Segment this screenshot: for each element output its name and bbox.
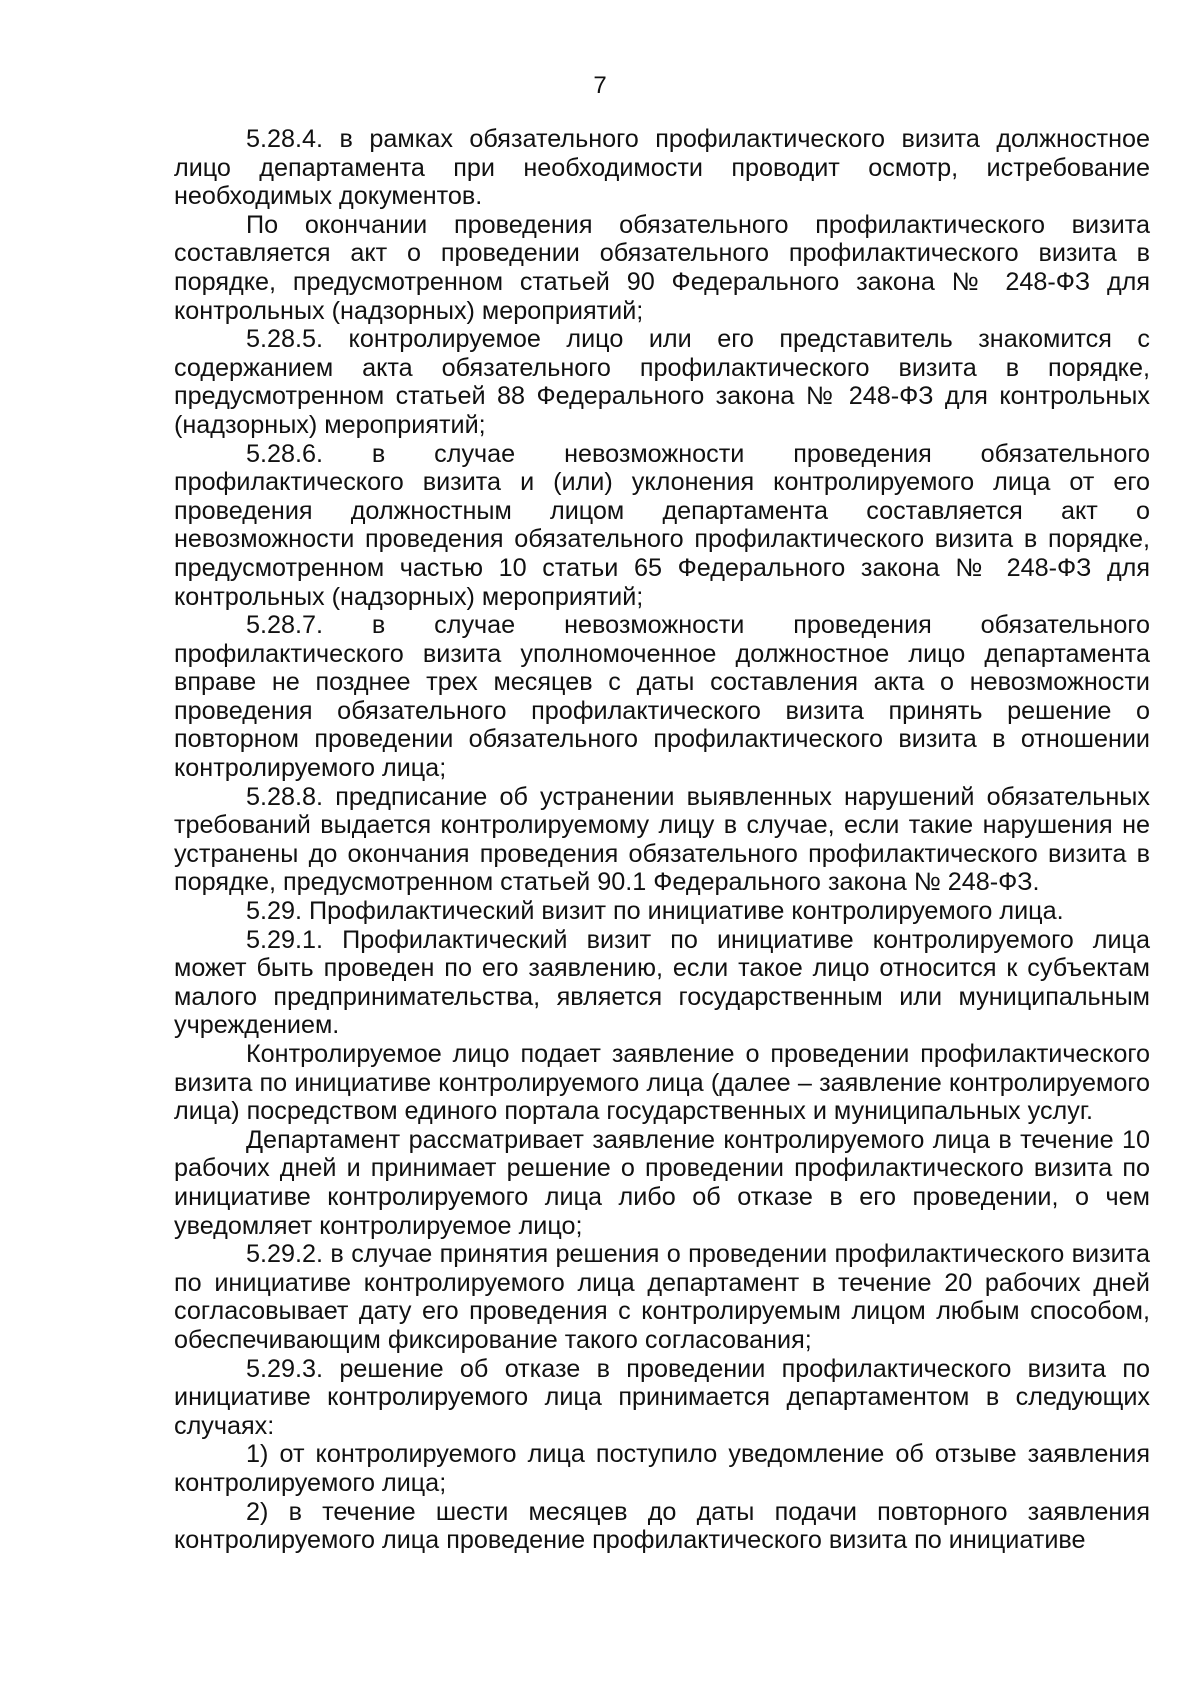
paragraph-5-28-6: 5.28.6. в случае невозможности проведения обязательного профилактического визита и (или) уклонения контролируемого лица от его проведения должностным лицом департамента составляется акт о невозможности проведения обязательного профилактического визита в порядке, предусмотренном частью 10 статьи 65 Федерального закона № 248-ФЗ для контрольных (надзорных) мероприятий; <box>174 439 1150 611</box>
paragraph-5-29-3: 5.29.3. решение об отказе в проведении профилактического визита по инициативе контролируемого лица принимается департаментом в следующих случаях: <box>174 1354 1150 1440</box>
document-body <box>174 125 1150 1555</box>
paragraph-visit-act: По окончании проведения обязательного профилактического визита составляется акт о проведении обязательного профилактического визита в порядке, предусмотренном статьей 90 Федерального закона № 248-ФЗ для контрольных (надзорных) мероприятий; <box>174 210 1150 325</box>
paragraph-5-29-2: 5.29.2. в случае принятия решения о проведении профилактического визита по инициативе контролируемого лица департамент в течение 20 рабочих дней согласовывает дату его проведения с контролируемым лицом любым способом, обеспечивающим фиксирование такого согласования; <box>174 1240 1150 1354</box>
paragraph-5-28-5: 5.28.5. контролируемое лицо или его представитель знакомится с содержанием акта обязательного профилактического визита в порядке, предусмотренном статьей 88 Федерального закона № 248-ФЗ для контрольных (надзорных) мероприятий; <box>174 325 1150 439</box>
paragraph-5-29-1: 5.29.1. Профилактический визит по инициативе контролируемого лица может быть проведен по его заявлению, если такое лицо относится к субъектам малого предпринимательства, является государственным или муниципальным учреждением. <box>174 925 1150 1040</box>
list-item-2: 2) в течение шести месяцев до даты подачи повторного заявления контролируемого лица проведение профилактического визита по инициативе <box>174 1497 1150 1555</box>
paragraph-application-submission: Контролируемое лицо подает заявление о проведении профилактического визита по инициативе контролируемого лица (далее – заявление контролируемого лица) посредством единого портала государственных и муниципальных услуг. <box>174 1040 1150 1126</box>
paragraph-application-review: Департамент рассматривает заявление контролируемого лица в течение 10 рабочих дней и принимает решение о проведении профилактического визита по инициативе контролируемого лица либо об отказе в его проведении, о чем уведомляет контролируемое лицо; <box>174 1125 1150 1240</box>
paragraph-5-28-8: 5.28.8. предписание об устранении выявленных нарушений обязательных требований выдается контролируемому лицу в случае, если такие нарушения не устранены до окончания проведения обязательного профилактического визита в порядке, предусмотренном статьей 90.1 Федерального закона № 248-ФЗ. <box>174 782 1150 897</box>
paragraph-5-28-7: 5.28.7. в случае невозможности проведения обязательного профилактического визита уполномоченное должностное лицо департамента вправе не позднее трех месяцев с даты составления акта о невозможности проведения обязательного профилактического визита принять решение о повторном проведении обязательного профилактического визита в отношении контролируемого лица; <box>174 611 1150 783</box>
paragraph-5-29: 5.29. Профилактический визит по инициативе контролируемого лица. <box>246 897 1064 926</box>
paragraph-5-28-4: 5.28.4. в рамках обязательного профилактического визита должностное лицо департамента при необходимости проводит осмотр, истребование необходимых документов. <box>174 125 1150 211</box>
list-item-1: 1) от контролируемого лица поступило уведомление об отзыве заявления контролируемого лица; <box>174 1440 1150 1497</box>
page-number: 7 <box>593 72 607 99</box>
